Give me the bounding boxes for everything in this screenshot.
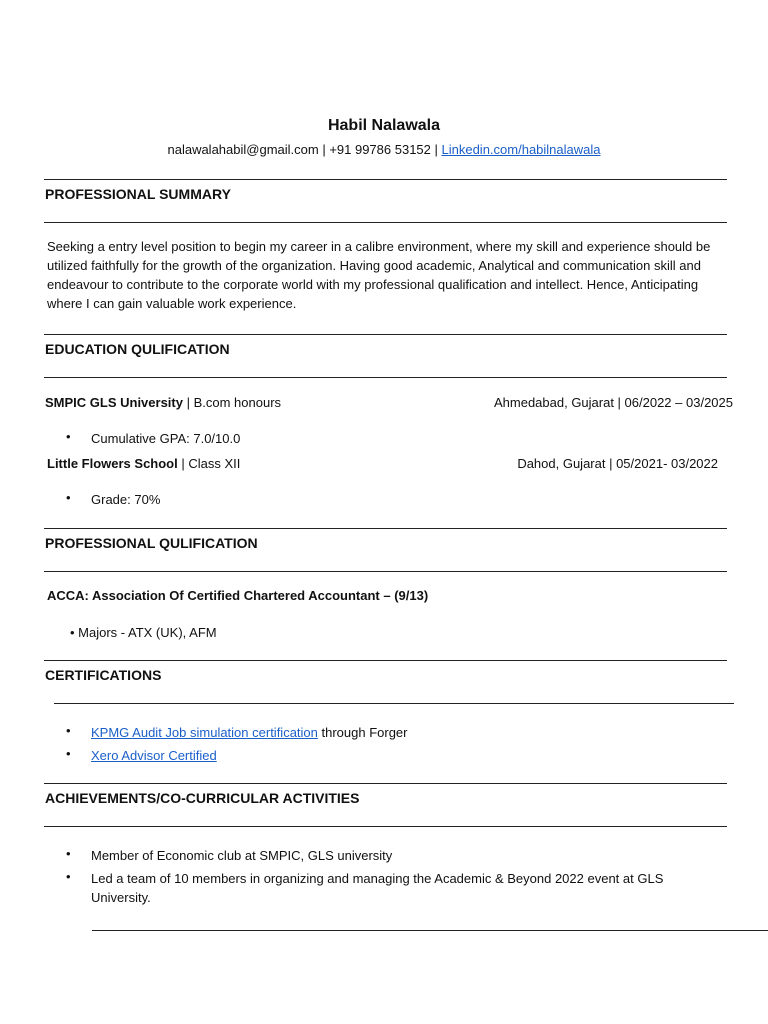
section-rule — [44, 783, 727, 784]
acca-majors: • Majors - ATX (UK), AFM — [70, 625, 217, 640]
separator: | — [182, 395, 194, 410]
achievement-item-2 — [0, 869, 768, 909]
separator: | — [177, 456, 189, 471]
education-location-dates-2: Dahod, Gujarat | 05/2021- 03/2022 — [517, 456, 718, 471]
phone-text: +91 99786 53152 — [329, 142, 431, 157]
section-rule — [44, 826, 727, 827]
bullet-glyph: • — [66, 429, 71, 444]
education-bullet-2 — [0, 490, 768, 510]
bullet-glyph: • — [66, 746, 71, 761]
candidate-name: Habil Nalawala — [327, 117, 441, 134]
bullet-glyph: • — [66, 723, 71, 738]
certification-item-2 — [0, 746, 768, 766]
grade-text: Grade: 70% — [91, 492, 161, 507]
education-entry-1 — [45, 395, 281, 410]
course-name: Class XII — [188, 456, 241, 471]
section-rule — [44, 377, 727, 378]
section-rule — [54, 703, 734, 704]
email-text: nalawalahabil@gmail.com — [167, 142, 319, 157]
contact-line — [0, 142, 768, 157]
certification-item-1 — [0, 723, 768, 743]
linkedin-link[interactable]: Linkedin.com/habilnalawala — [441, 142, 601, 157]
institution-name: SMPIC GLS University — [45, 395, 183, 410]
section-rule — [44, 179, 727, 180]
gpa-text: Cumulative GPA: 7.0/10.0 — [91, 431, 241, 446]
section-rule — [44, 528, 727, 529]
kpmg-certification-link[interactable]: KPMG Audit Job simulation certification — [91, 725, 318, 740]
section-rule — [44, 222, 727, 223]
institution-name: Little Flowers School — [47, 456, 178, 471]
xero-certification-link[interactable]: Xero Advisor Certified — [91, 748, 217, 763]
certifications-title: CERTIFICATIONS — [45, 667, 162, 683]
education-bullet-1 — [0, 429, 768, 449]
course-name: B.com honours — [193, 395, 282, 410]
certification-text — [91, 723, 408, 742]
acca-heading: ACCA: Association Of Certified Chartered Accountant – (9/13) — [47, 588, 429, 603]
achievement-item-1 — [0, 846, 768, 866]
education-location-dates-1: Ahmedabad, Gujarat | 06/2022 – 03/2025 — [493, 395, 733, 410]
separator: | — [430, 142, 442, 157]
summary-text: Seeking a entry level position to begin my career in a calibre environment, where my skill and experience should be utilized faithfully for the growth of the organization. Having good academic, Analytical and communication skill and endeavour to contribute to the corporate world with my professional qualification and intellect. Hence, Anticipating where I can gain valuable work experience. — [47, 239, 711, 311]
section-rule — [44, 334, 727, 335]
separator: | — [318, 142, 330, 157]
achievements-title: ACHIEVEMENTS/CO-CURRICULAR ACTIVITIES — [45, 790, 360, 806]
achievement-text: Member of Economic club at SMPIC, GLS university — [91, 848, 393, 863]
summary-title: PROFESSIONAL SUMMARY — [45, 186, 231, 202]
achievement-text: Led a team of 10 members in organizing and managing the Academic & Beyond 2022 event at GLS University. — [91, 871, 664, 905]
bullet-glyph: • — [66, 869, 71, 884]
section-rule — [44, 571, 727, 572]
certification-text — [91, 746, 217, 765]
bottom-rule — [92, 930, 768, 931]
bullet-glyph: • — [66, 846, 71, 861]
professional-title: PROFESSIONAL QULIFICATION — [45, 535, 258, 551]
certification-suffix: through Forger — [317, 725, 408, 740]
bullet-glyph: • — [66, 490, 71, 505]
section-rule — [44, 660, 727, 661]
education-entry-2 — [47, 456, 240, 471]
education-title: EDUCATION QULIFICATION — [45, 341, 230, 357]
